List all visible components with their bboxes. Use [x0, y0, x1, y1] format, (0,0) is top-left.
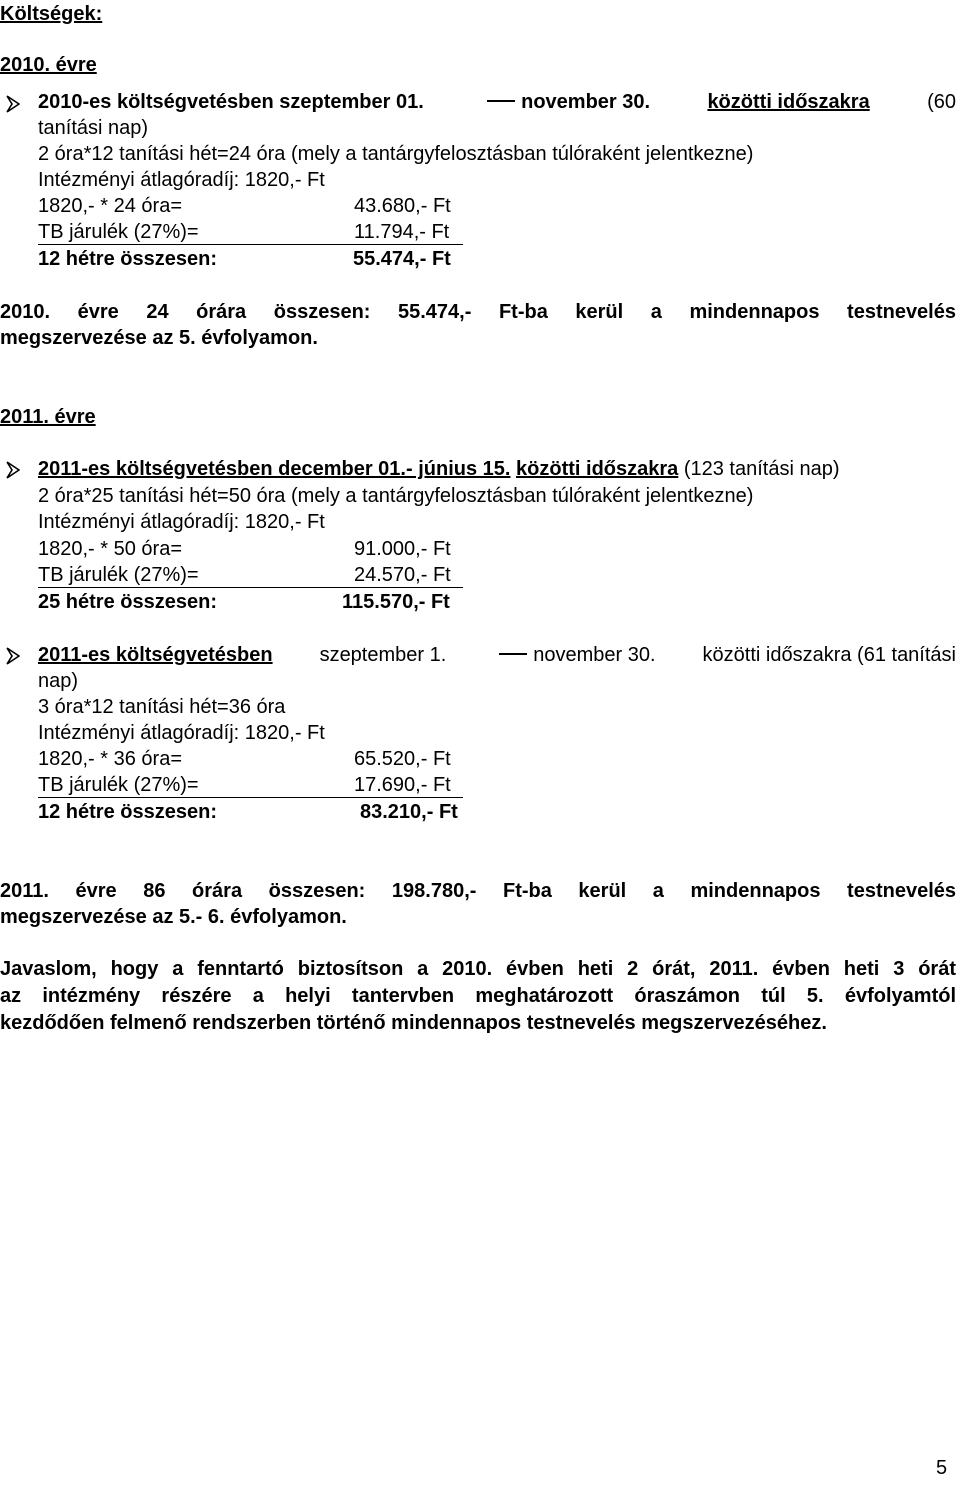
calc-2010-hours-label: 1820,- * 24 óra= — [38, 195, 182, 217]
calc-2011b-hours-label: 1820,- * 36 óra= — [38, 748, 182, 770]
bullet-2011b-line3: 3 óra*12 tanítási hét=36 óra — [38, 696, 286, 718]
calc-2011a-tb-value: 24.570,- Ft — [354, 564, 451, 586]
bullet-2011b-line1 — [38, 643, 956, 667]
bullet-arrow-icon — [6, 647, 20, 665]
summary-2010-line2: megszervezése az 5. évfolyamon. — [0, 327, 318, 349]
bullet-2011b-period-start: szeptember 1. — [319, 644, 447, 666]
calc-2011a-hours-value: 91.000,- Ft — [354, 538, 451, 560]
bullet-2010-line3: 2 óra*12 tanítási hét=24 óra (mely a tantárgyfelosztásban túlóraként jelentkezne) — [38, 143, 754, 165]
page-title: Költségek: — [0, 3, 103, 25]
calc-2011a-tb-row — [38, 563, 463, 588]
year-2010-heading: 2010. évre — [0, 54, 97, 76]
calc-2011b-tb-value: 17.690,- Ft — [354, 774, 451, 796]
bullet-2011b-period-end: november 30. — [533, 644, 656, 666]
summary-2011-line2: megszervezése az 5.- 6. évfolyamon. — [0, 906, 347, 928]
calc-2011b-tb-row — [38, 773, 463, 798]
calc-2011a-hours-label: 1820,- * 50 óra= — [38, 538, 182, 560]
bullet-2011a-line1 — [38, 457, 840, 481]
calc-2010-tb-label: TB járulék (27%)= — [38, 221, 199, 243]
page-number: 5 — [936, 1457, 948, 1479]
calc-2010-hours-value: 43.680,- Ft — [354, 195, 451, 217]
bullet-2010-line1 — [38, 90, 956, 114]
dash-icon — [499, 653, 527, 655]
bullet-2010-period-end: november 30. — [521, 91, 651, 113]
bullet-2011b-period-label: közötti időszakra (61 tanítási — [702, 644, 956, 666]
calc-2010-tb-value: 11.794,- Ft — [354, 221, 450, 243]
bullet-2011a-days: (123 tanítási nap) — [683, 458, 840, 480]
calc-2010-total-label: 12 hétre összesen: — [38, 248, 217, 270]
calc-2011a-total-label: 25 hétre összesen: — [38, 591, 217, 613]
bullet-2011b-budget: 2011-es költségvetésben — [38, 644, 273, 666]
calc-2010-tb-row — [38, 220, 463, 245]
bullet-2011a-period: 2011-es költségvetésben december 01.- június 15. — [38, 458, 511, 480]
bullet-arrow-icon — [6, 461, 20, 479]
calc-2011b-tb-label: TB járulék (27%)= — [38, 774, 199, 796]
dash-icon — [487, 100, 515, 102]
calc-2011b-total-label: 12 hétre összesen: — [38, 801, 217, 823]
bullet-2010-line4: Intézményi átlagóradíj: 1820,- Ft — [38, 169, 325, 191]
bullet-2011a-period-label: közötti időszakra — [516, 458, 679, 480]
bullet-arrow-icon — [6, 95, 20, 113]
calc-2011a-tb-label: TB járulék (27%)= — [38, 564, 199, 586]
bullet-2011a-line2: 2 óra*25 tanítási hét=50 óra (mely a tantárgyfelosztásban túlóraként jelentkezne) — [38, 485, 754, 507]
bullet-2011a-line3: Intézményi átlagóradíj: 1820,- Ft — [38, 511, 325, 533]
proposal-line3: kezdődően felmenő rendszerben történő mindennapos testnevelés megszervezéséhez. — [0, 1012, 827, 1034]
summary-2011-line1: 2011. évre 86 órára összesen: 198.780,- Ft-ba kerül a mindennapos testnevelés — [0, 880, 956, 902]
bullet-2011b-line4: Intézményi átlagóradíj: 1820,- Ft — [38, 722, 325, 744]
bullet-2010-line2: tanítási nap) — [38, 117, 149, 139]
bullet-2010-period-label: közötti időszakra — [707, 91, 870, 113]
calc-2011b-hours-value: 65.520,- Ft — [354, 748, 451, 770]
summary-2010-line1: 2010. évre 24 órára összesen: 55.474,- Ft-ba kerül a mindennapos testnevelés — [0, 301, 956, 323]
calc-2011b-total-value: 83.210,- Ft — [360, 801, 458, 823]
proposal-line1: Javaslom, hogy a fenntartó biztosítson a 2010. évben heti 2 órát, 2011. évben heti 3 órát — [0, 958, 956, 980]
calc-2010-total-value: 55.474,- Ft — [353, 248, 451, 270]
bullet-2010-days-start: (60 — [927, 91, 956, 113]
bullet-2010-period-start: 2010-es költségvetésben szeptember 01. — [38, 91, 424, 113]
bullet-2011b-line2: nap) — [38, 670, 79, 692]
year-2011-heading: 2011. évre — [0, 406, 96, 428]
calc-2011a-total-value: 115.570,- Ft — [342, 591, 450, 613]
proposal-line2: az intézmény részére a helyi tantervben meghatározott óraszámon túl 5. évfolyamtól — [0, 985, 956, 1007]
